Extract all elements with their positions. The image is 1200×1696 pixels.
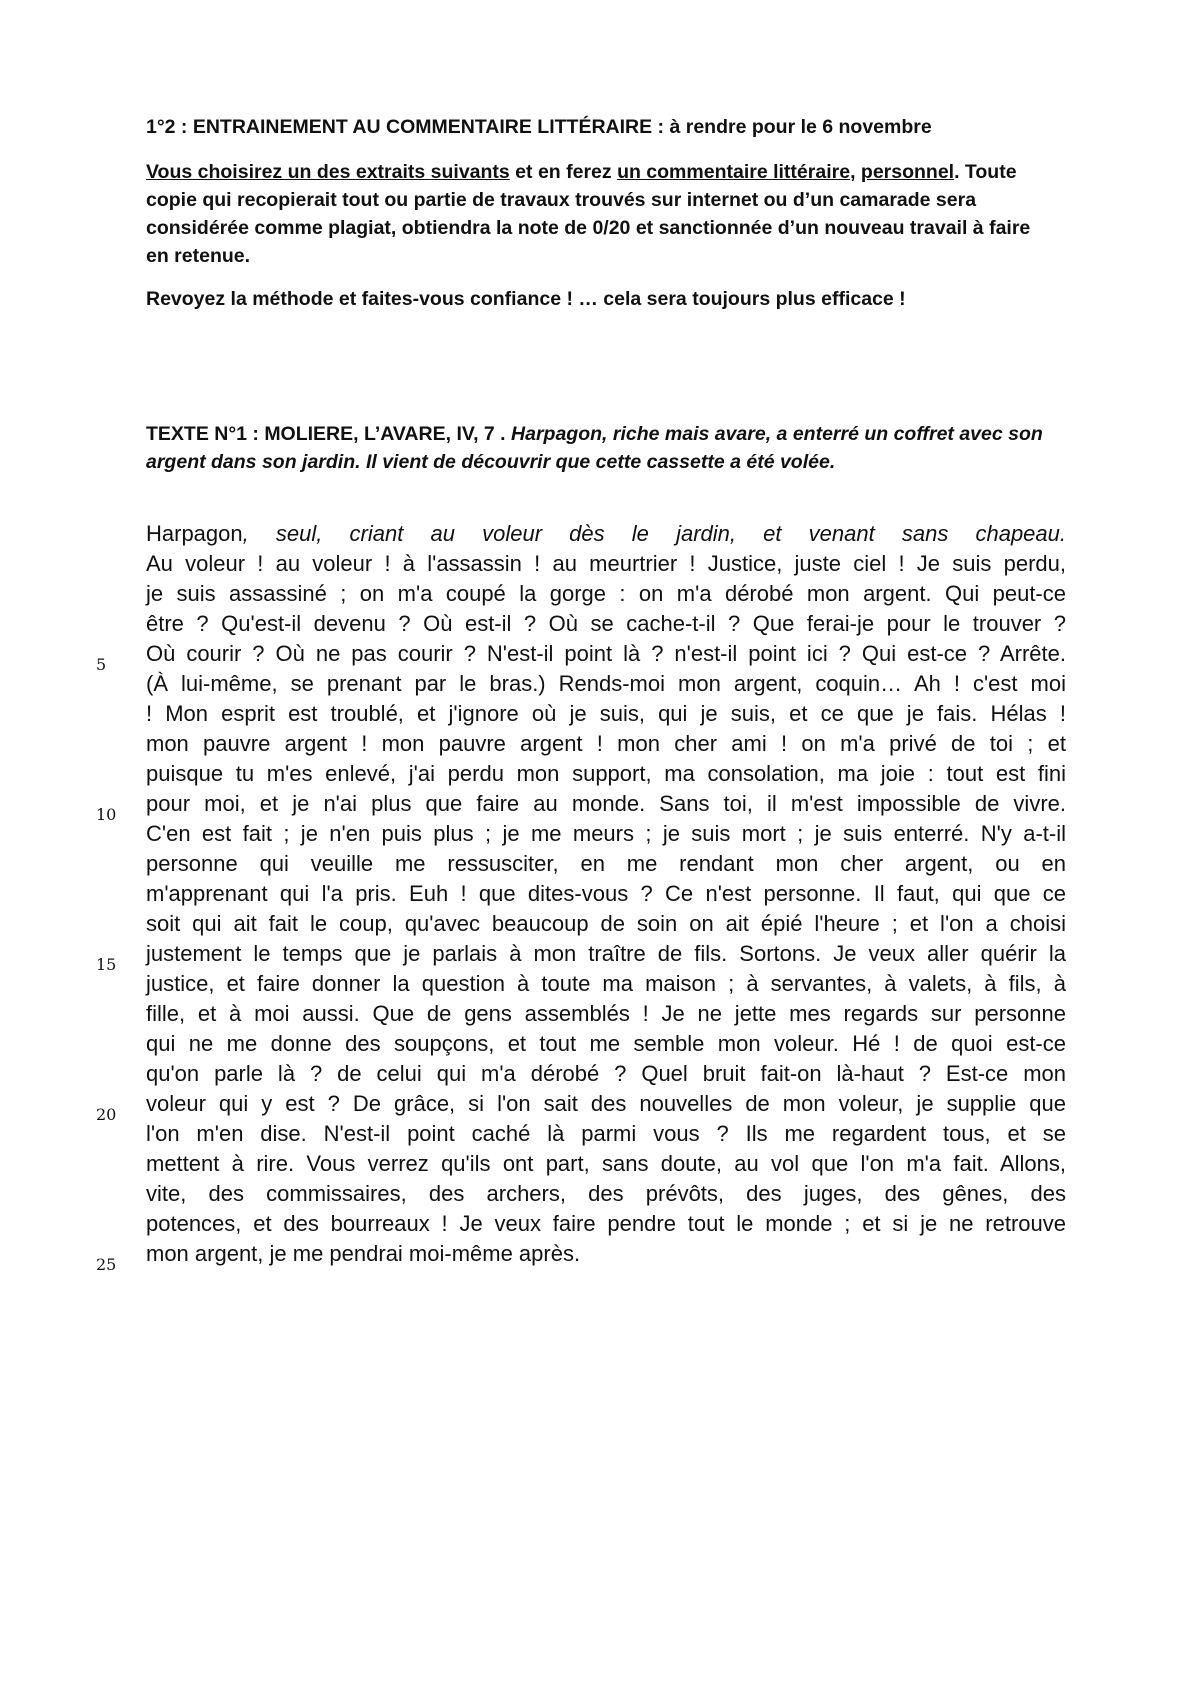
passage-line: être ? Qu'est-il devenu ? Où est-il ? Où se cache-t-il ? Que ferai-je pour le trouver ? — [146, 611, 1066, 636]
passage-line: Au voleur ! au voleur ! à l'assassin ! au meurtrier ! Justice, juste ciel ! Je suis perdu, — [146, 551, 1066, 576]
instruction-text-4: , — [850, 161, 861, 183]
passage-line: Où courir ? Où ne pas courir ? N'est-il point là ? n'est-il point ici ? Qui est-ce ? Arrête. — [146, 641, 1066, 666]
line-number: 15 — [96, 955, 117, 974]
assignment-instructions — [146, 158, 1046, 270]
instruction-text-6: . Toute copie qui recopierait tout ou partie de travaux trouvés sur internet ou d’un camarade sera considérée comme plagiat, obtiendra la note de 0/20 et sanctionnée d’un nouveau travail à faire en retenue. — [146, 161, 1031, 267]
passage-line: mon pauvre argent ! mon pauvre argent ! mon cher ami ! on m'a privé de toi ; et — [146, 731, 1066, 756]
stage-direction: , seul, criant au voleur dès le jardin, et venant sans chapeau. — [242, 521, 1066, 546]
passage-line: ! Mon esprit est troublé, et j'ignore où je suis, qui je suis, et ce que je fais. Hélas ! — [146, 701, 1066, 726]
passage-line: vite, des commissaires, des archers, des prévôts, des juges, des gênes, des — [146, 1181, 1066, 1206]
passage-line: pour moi, et je n'ai plus que faire au monde. Sans toi, il m'est impossible de vivre. — [146, 791, 1066, 816]
passage-line: voleur qui y est ? De grâce, si l'on sait des nouvelles de mon voleur, je supplie que — [146, 1091, 1066, 1116]
text1-label: TEXTE N°1 : MOLIERE, L’AVARE, IV, 7 . — [146, 423, 512, 445]
passage-line: puisque tu m'es enlevé, j'ai perdu mon support, ma consolation, ma joie : tout est fini — [146, 761, 1066, 786]
instruction-text-2: et en ferez — [509, 161, 618, 183]
instruction-underlined-5: personnel — [860, 161, 955, 183]
passage-line: je suis assassiné ; on m'a coupé la gorge : on m'a dérobé mon argent. Qui peut-ce — [146, 581, 1066, 606]
method-advice: Revoyez la méthode et faites-vous confiance ! … cela sera toujours plus efficace ! — [146, 288, 906, 310]
page-title: 1°2 : ENTRAINEMENT AU COMMENTAIRE LITTÉRAIRE : à rendre pour le 6 novembre — [146, 116, 932, 138]
line-number: 5 — [96, 655, 107, 674]
passage-line: justice, et faire donner la question à toute ma maison ; à servantes, à valets, à fils, à — [146, 971, 1066, 996]
passage-line: qu'on parle là ? de celui qui m'a dérobé ? Quel bruit fait-on là-haut ? Est-ce mon — [146, 1061, 1066, 1086]
text1-intro: Harpagon, riche mais avare, a enterré un coffret avec son argent dans son jardin. Il vient de découvrir que cette cassette a été volée. — [146, 423, 1043, 473]
passage-line: mon argent, je me pendrai moi-même après. — [146, 1241, 581, 1266]
passage-line: soit qui ait fait le coup, qu'avec beaucoup de soin on ait épié l'heure ; et l'on a choisi — [146, 911, 1066, 936]
instruction-underlined-3: un commentaire littéraire — [617, 161, 851, 183]
text1-passage — [146, 519, 1066, 1269]
passage-line: C'en est fait ; je n'en puis plus ; je me meurs ; je suis mort ; je suis enterré. N'y a-t-il — [146, 821, 1066, 846]
passage-line: justement le temps que je parlais à mon traître de fils. Sortons. Je veux aller quérir la — [146, 941, 1066, 966]
passage-line: l'on m'en dise. N'est-il point caché là parmi vous ? Ils me regardent tous, et se — [146, 1121, 1066, 1146]
line-number: 10 — [96, 805, 117, 824]
passage-line: fille, et à moi aussi. Que de gens assemblés ! Je ne jette mes regards sur personne — [146, 1001, 1066, 1026]
passage-line: (À lui-même, se prenant par le bras.) Rends-moi mon argent, coquin… Ah ! c'est moi — [146, 671, 1066, 696]
passage-line — [146, 519, 1066, 549]
passage-line: potences, et des bourreaux ! Je veux faire pendre tout le monde ; et si je ne retrouve — [146, 1211, 1066, 1236]
line-number: 25 — [96, 1255, 117, 1274]
passage-line: qui ne me donne des soupçons, et tout me semble mon voleur. Hé ! de quoi est-ce — [146, 1031, 1066, 1056]
speaker-name: Harpagon — [146, 521, 243, 546]
instruction-underlined-1: Vous choisirez un des extraits suivants — [146, 161, 510, 183]
line-number: 20 — [96, 1105, 117, 1124]
passage-line: personne qui veuille me ressusciter, en me rendant mon cher argent, ou en — [146, 851, 1066, 876]
text1-heading — [146, 420, 1076, 476]
passage-line: mettent à rire. Vous verrez qu'ils ont part, sans doute, au vol que l'on m'a fait. Allons, — [146, 1151, 1066, 1176]
passage-line: m'apprenant qui l'a pris. Euh ! que dites-vous ? Ce n'est personne. Il faut, qui que ce — [146, 881, 1066, 906]
